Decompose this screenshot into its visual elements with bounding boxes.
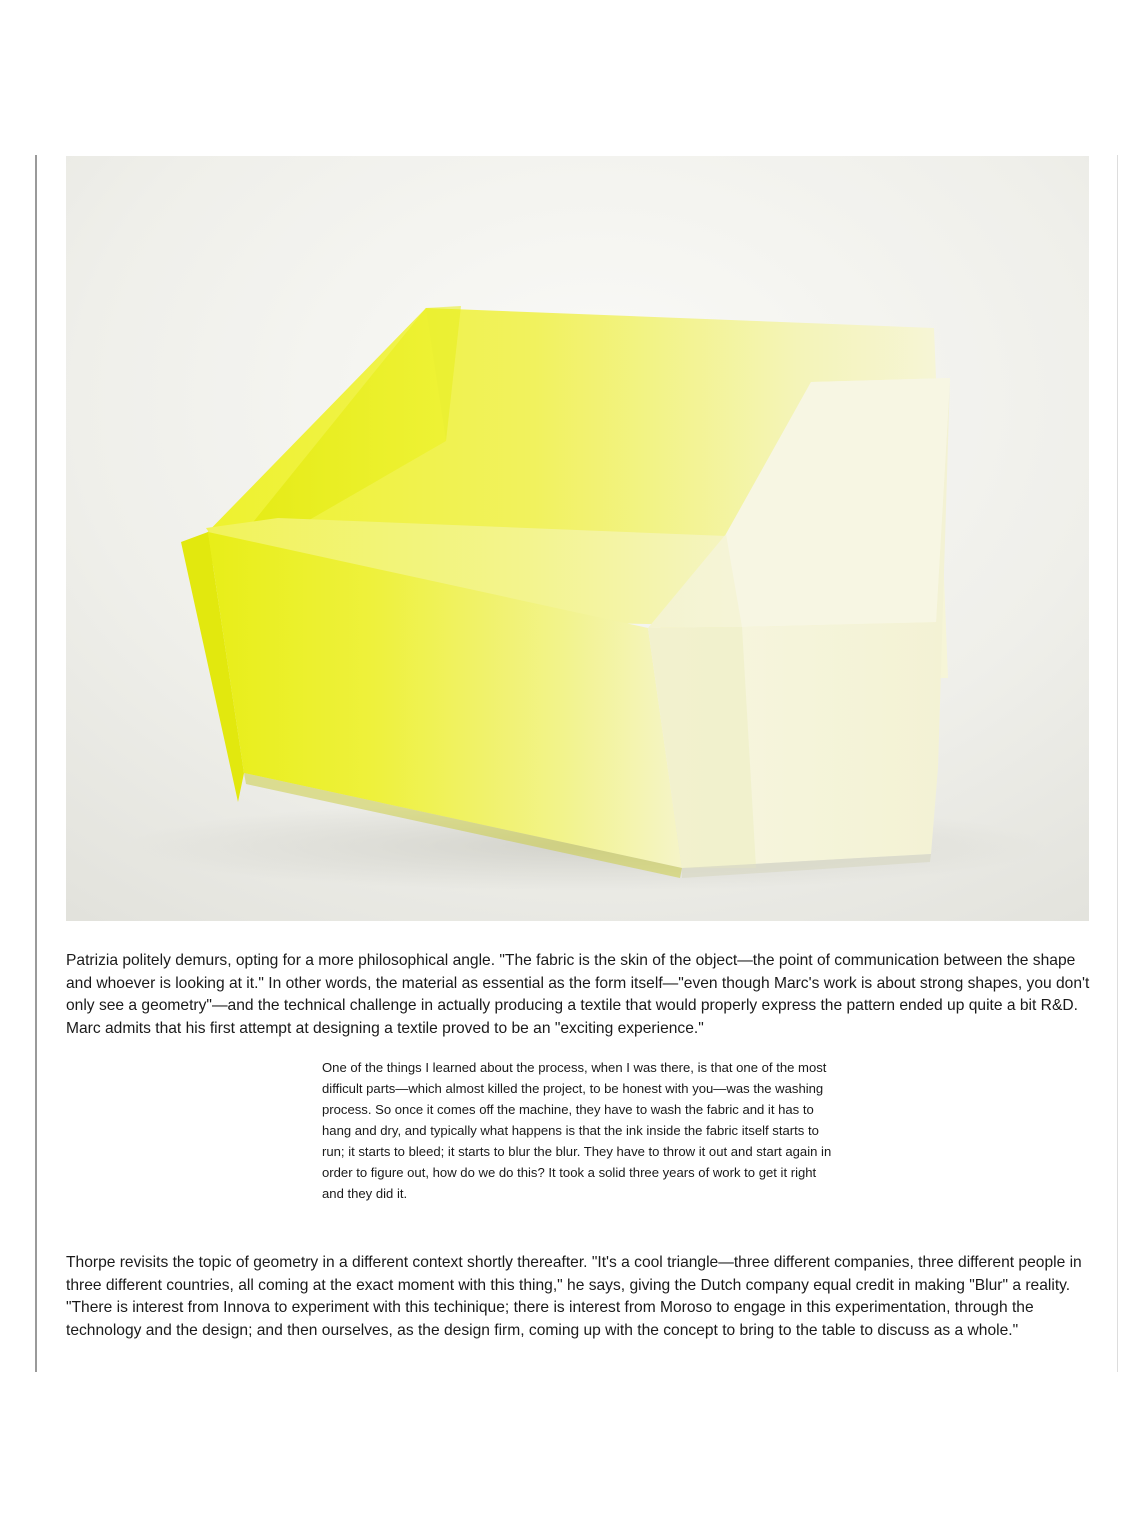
body-paragraph: Thorpe revisits the topic of geometry in a different context shortly thereafter. "It's a cool triangle—three different companies, three different people in three different countries, all coming at the exact moment with this thing," he says, giving the Dutch company equal credit in making "Blur" a reality. "There is interest from Innova to experiment with this techinique; there is interest from Moroso to engage in this experimentation, through the technology and the design; and then ourselves, as the design firm, coming up with the concept to bring to the table to discuss as a whole." [66,1254,1082,1339]
left-margin-rule [35,155,37,1372]
body-paragraph: Patrizia politely demurs, opting for a more philosophical angle. "The fabric is the skin of the object—the point of communication between the shape and whoever is looking at it." In other words, the material as essential as the form itself—"even though Marc's work is about strong shapes, you don't only see a geometry"—and the technical challenge in actually producing a textile that would properly express the pattern ended up quite a bit R&D. Marc admits that his first attempt at designing a textile proved to be an "exciting experience." [66,952,1090,1037]
block-quote: One of the things I learned about the process, when I was there, is that one of the most difficult parts—which almost killed the project, to be honest with you—was the washing process. So once it comes off the machine, they have to wash the fabric and it has to hang and dry, and typically what happens is that the ink inside the fabric itself starts to run; it starts to bleed; it starts to blur the blur. They have to throw it out and start again in order to figure out, how do we do this? It took a solid three years of work to get it right and they did it. [322,1060,832,1201]
right-margin-rule [1117,155,1118,1372]
sofa-photo [66,156,1089,921]
